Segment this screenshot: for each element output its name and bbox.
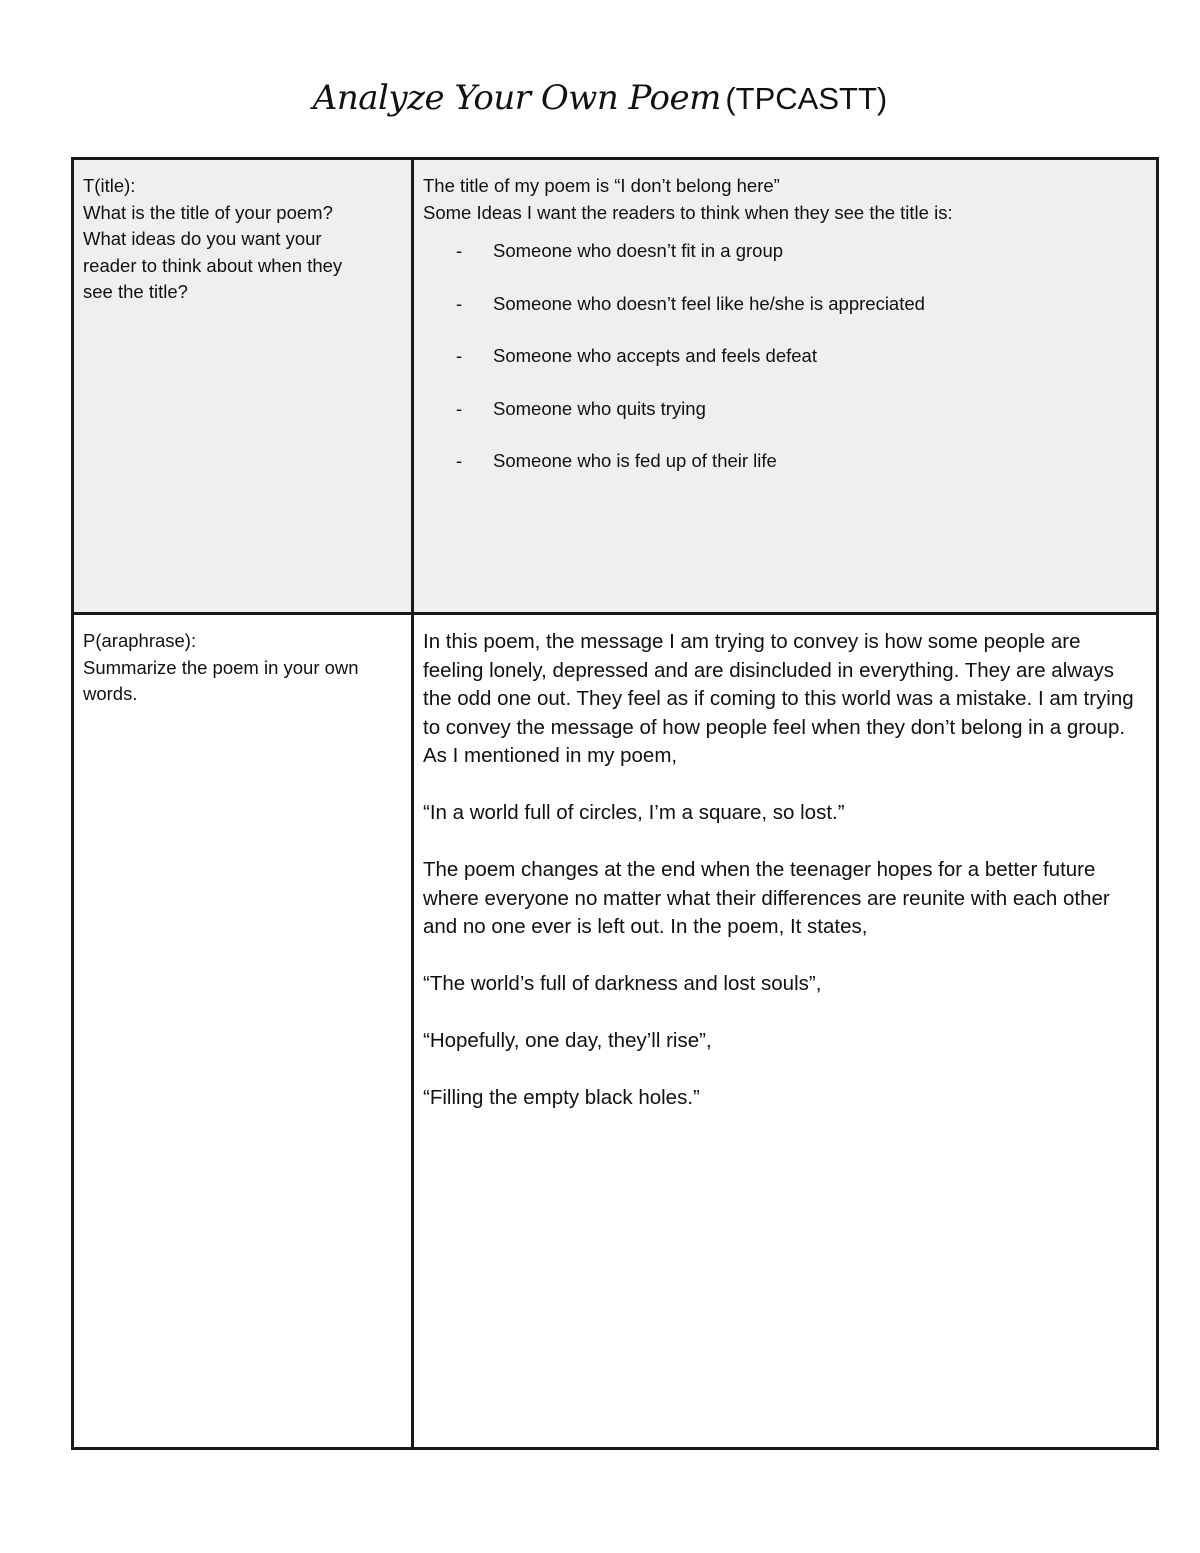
bullet-dash: - <box>456 345 463 366</box>
paraphrase-answer-cell <box>413 614 1158 1449</box>
paraphrase-paragraph: The poem changes at the end when the teenager hopes for a better future where everyone no matter what their differences are reunite with each other and no one ever is left out. In the poem, It states, <box>423 858 1110 938</box>
title-prompt-line: What is the title of your poem? <box>83 201 333 223</box>
poem-quote: “In a world full of circles, I’m a square, so lost.” <box>423 801 845 824</box>
list-item-text: Someone who doesn’t fit in a group <box>493 240 784 261</box>
list-item <box>423 343 1148 369</box>
title-prompt-line: What ideas do you want your <box>83 228 322 249</box>
bullet-dash: - <box>456 240 463 261</box>
title-answer-cell <box>413 159 1158 614</box>
title-acronym-text: (TPCASTT) <box>725 81 888 116</box>
bullet-dash: - <box>456 292 463 314</box>
list-item <box>423 238 1148 264</box>
list-item-text: Someone who doesn’t feel like he/she is appreciated <box>493 292 925 314</box>
poem-quote: “Filling the empty black holes.” <box>423 1086 700 1109</box>
title-prompt-heading: T(itle): <box>83 175 136 196</box>
list-item <box>423 448 1148 474</box>
title-ideas-list <box>423 238 1148 474</box>
paraphrase-prompt-line: Summarize the poem in your own <box>83 656 359 678</box>
poem-quote: “Hopefully, one day, they’ll rise”, <box>423 1029 712 1052</box>
title-answer-line: The title of my poem is “I don’t belong here” <box>423 175 780 196</box>
title-prompt-cell <box>73 159 413 614</box>
paraphrase-row <box>73 614 1158 1449</box>
list-item <box>423 291 1148 317</box>
paraphrase-prompt-heading: P(araphrase): <box>83 630 197 651</box>
list-item-text: Someone who quits trying <box>493 397 706 419</box>
bullet-dash: - <box>456 397 463 419</box>
tpcastt-table <box>71 157 1159 1450</box>
poem-quote: “The world’s full of darkness and lost souls”, <box>423 972 822 995</box>
page-title <box>0 78 1200 118</box>
paraphrase-paragraph: In this poem, the message I am trying to convey is how some people are feeling lonely, depressed and are disincluded in everything. They are always the odd one out. They feel as if coming to this world was a mistake. I am trying to convey the message of how people feel when they don’t belong in a group. As I mentioned in my poem, <box>423 630 1134 767</box>
title-script-text: Analyze Your Own Poem <box>312 78 721 118</box>
bullet-dash: - <box>456 450 463 471</box>
paraphrase-prompt-cell <box>73 614 413 1449</box>
title-prompt-line: see the title? <box>83 281 188 302</box>
list-item-text: Someone who accepts and feels defeat <box>493 345 817 366</box>
list-item <box>423 396 1148 422</box>
paraphrase-prompt-line: words. <box>83 683 138 704</box>
title-row <box>73 159 1158 614</box>
title-prompt-line: reader to think about when they <box>83 254 343 276</box>
list-item-text: Someone who is fed up of their life <box>493 450 777 471</box>
title-answer-intro: Some Ideas I want the readers to think when they see the title is: <box>423 201 953 223</box>
